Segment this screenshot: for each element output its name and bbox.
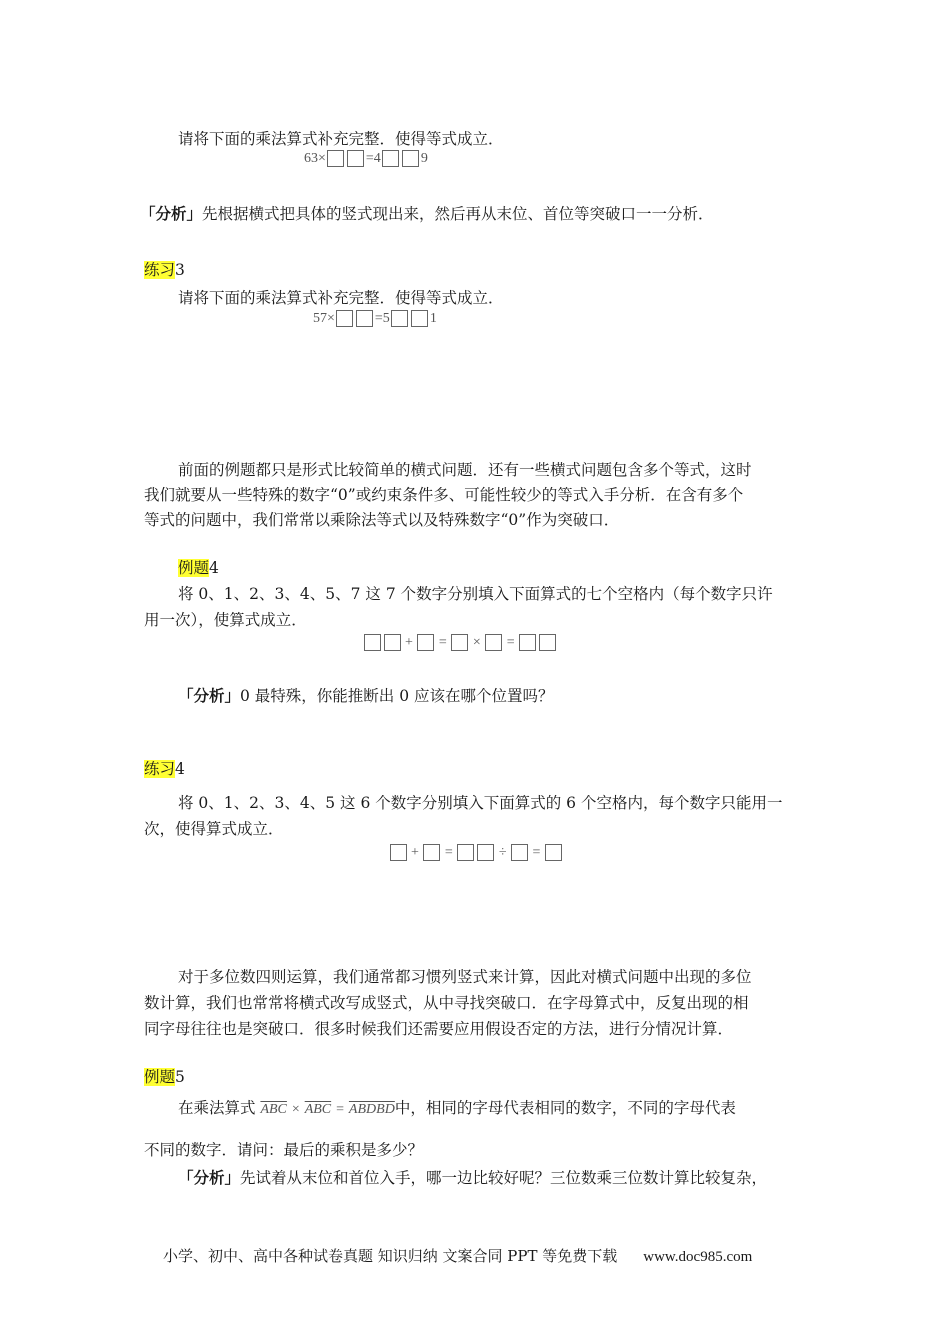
- blank-box: [545, 844, 562, 861]
- example-5-line2: 不同的数字．请问：最后的乘积是多少？: [144, 1141, 424, 1159]
- blank-box: [391, 310, 408, 327]
- times-sign: ×: [472, 634, 481, 650]
- equation-4: [388, 844, 563, 861]
- example-4-text: 将 0、1、2、3、4、5、7 这 7 个数字分别填入下面算式的七个空格内（每个数字只许: [178, 585, 773, 603]
- blank-box: [384, 634, 401, 651]
- blank-box: [336, 310, 353, 327]
- equals-sign: =: [532, 844, 541, 860]
- analysis-label: 「分析」: [140, 204, 203, 223]
- divide-sign: ÷: [498, 844, 507, 860]
- overlined-number: $\overline{ABC}$: [260, 1102, 287, 1117]
- footer-url: www.doc985.com: [643, 1249, 753, 1265]
- analysis-label: 「分析」: [178, 1168, 241, 1187]
- blank-box: [423, 844, 440, 861]
- equation-3: [362, 634, 558, 651]
- exercise-label: 练习: [144, 760, 176, 778]
- analysis-2: [178, 685, 554, 707]
- example-label: 例题: [178, 559, 210, 577]
- paragraph-line: 等式的问题中，我们常常以乘除法等式以及特殊数字“0”作为突破口．: [144, 511, 620, 529]
- equals-sign: =: [506, 634, 515, 650]
- blank-box: [485, 634, 502, 651]
- equation-term: =5: [374, 310, 390, 326]
- exercise-number: 4: [175, 760, 185, 778]
- paragraph-line: 对于多位数四则运算，我们通常都习惯列竖式来计算，因此对横式问题中出现的多位: [178, 968, 752, 986]
- equation-2: [313, 310, 437, 327]
- exercise-4-text: 将 0、1、2、3、4、5 这 6 个数字分别填入下面算式的 6 个空格内，每个数字只能用一: [178, 794, 783, 812]
- paragraph-line: 我们就要从一些特殊的数字“0”或约束条件多、可能性较少的等式入手分析．在含有多个: [144, 486, 744, 504]
- blank-box: [451, 634, 468, 651]
- problem-intro: 请将下面的乘法算式补充完整．使得等式成立．: [178, 130, 504, 148]
- page-footer: [163, 1245, 752, 1266]
- exercise-number: 3: [175, 261, 185, 279]
- footer-text: 小学、初中、高中各种试卷真题 知识归纳 文案合同 PPT 等免费下载: [163, 1247, 618, 1265]
- blank-box: [356, 310, 373, 327]
- blank-box: [417, 634, 434, 651]
- blank-box: [457, 844, 474, 861]
- blank-box: [519, 634, 536, 651]
- analysis-text: 先根据横式把具体的竖式现出来，然后再从末位、首位等突破口一一分析．: [202, 205, 714, 223]
- analysis-1: [140, 203, 714, 225]
- paragraph-line: 同字母往往也是突破口．很多时候我们还需要应用假设否定的方法，进行分情况计算．: [144, 1020, 734, 1038]
- example-4-heading: [178, 557, 219, 579]
- analysis-label: 「分析」: [178, 686, 241, 705]
- analysis-3: [178, 1167, 767, 1189]
- times-sign: ×: [291, 1102, 300, 1117]
- equals-sign: =: [438, 634, 447, 650]
- equation-term: 1: [429, 310, 437, 326]
- equals-sign: =: [336, 1102, 344, 1117]
- example-text: 在乘法算式: [178, 1099, 256, 1117]
- exercise-4-text: 次，使得算式成立．: [144, 820, 284, 838]
- analysis-text: 0 最特殊，你能推断出 0 应该在哪个位置吗？: [240, 687, 554, 705]
- example-5-heading: [144, 1066, 185, 1088]
- paragraph-line: 前面的例题都只是形式比较简单的横式问题．还有一些横式问题包含多个等式，这时: [178, 461, 752, 479]
- example-label: 例题: [144, 1068, 176, 1086]
- overlined-number: $\overline{ABC}$: [304, 1102, 332, 1117]
- blank-box: [390, 844, 407, 861]
- blank-box: [539, 634, 556, 651]
- blank-box: [511, 844, 528, 861]
- equation-term: 57×: [313, 310, 335, 326]
- blank-box: [382, 150, 399, 167]
- exercise-4-heading: [144, 758, 185, 780]
- equation-term: 63×: [304, 150, 326, 166]
- blank-box: [411, 310, 428, 327]
- plus-sign: +: [411, 844, 419, 860]
- blank-box: [347, 150, 364, 167]
- example-text: 中，相同的字母代表相同的数字，不同的字母代表: [394, 1099, 736, 1117]
- example-5-line1: [178, 1097, 736, 1121]
- overlined-number: ABDBD: [348, 1102, 395, 1117]
- equals-sign: =: [444, 844, 453, 860]
- equation-term: =4: [365, 150, 381, 166]
- example-number: 4: [209, 559, 219, 577]
- blank-box: [327, 150, 344, 167]
- equation-1: [304, 150, 428, 167]
- plus-sign: +: [405, 634, 413, 650]
- analysis-text: 先试着从末位和首位入手，哪一边比较好呢？三位数乘三位数计算比较复杂，: [240, 1169, 768, 1187]
- blank-box: [402, 150, 419, 167]
- blank-box: [364, 634, 381, 651]
- paragraph-line: 数计算，我们也常常将横式改写成竖式，从中寻找突破口．在字母算式中，反复出现的相: [144, 994, 749, 1012]
- exercise-label: 练习: [144, 261, 176, 279]
- example-4-text: 用一次），使算式成立．: [144, 611, 307, 629]
- example-number: 5: [175, 1068, 185, 1086]
- equation-term: 9: [420, 150, 428, 166]
- exercise-3-heading: [144, 259, 185, 281]
- blank-box: [477, 844, 494, 861]
- exercise-3-intro: 请将下面的乘法算式补充完整．使得等式成立．: [178, 289, 504, 307]
